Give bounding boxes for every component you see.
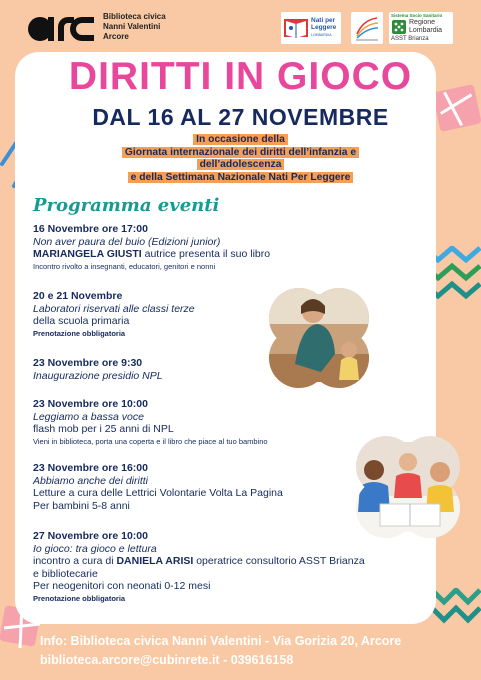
event-item: 23 Novembre ore 16:00 Abbiamo anche dei diritti Letture a cura delle Lettrici Volontarie Volta La Pagina Per bambini 5-8 anni bbox=[33, 462, 283, 512]
reading-logo bbox=[351, 12, 383, 44]
arc-logo bbox=[26, 12, 96, 44]
header bbox=[0, 0, 481, 52]
photo-children-reading bbox=[352, 432, 464, 542]
footer-contact: biblioteca.arcore@cubinrete.it - 039616158 bbox=[40, 653, 294, 667]
program-heading: Programma eventi bbox=[33, 195, 220, 216]
book-lines-icon bbox=[351, 12, 383, 44]
page-title: DIRITTI IN GIOCO bbox=[68, 55, 413, 98]
footer-info bbox=[40, 632, 401, 670]
library-name: Biblioteca civica Nanni Valentini Arcore bbox=[103, 12, 166, 41]
rosa-camuna-icon bbox=[392, 20, 406, 34]
book-icon bbox=[283, 15, 309, 41]
occasion-banner: In occasione della Giornata internazionale dei diritti dell’infanzia e dell’adolescenza e della Settimana Nazionale Nati Per Leggere bbox=[0, 134, 481, 184]
event-item: 20 e 21 Novembre Laboratori riservati alle classi terze della scuola primaria Prenotazione obbligatoria bbox=[33, 290, 195, 338]
regione-lombardia-logo: Sistema Socio Sanitario Regione Lombardia ASST Brianza bbox=[389, 12, 453, 44]
event-item: 23 Novembre ore 9:30 Inaugurazione presidio NPL bbox=[33, 357, 163, 382]
footer-address: Info: Biblioteca civica Nanni Valentini - Via Gorizia 20, Arcore bbox=[40, 634, 402, 648]
event-item: 27 Novembre ore 10:00 Io gioco: tra gioco e lettura incontro a cura di DANIELA ARISI operatrice consultorio ASST Brianza e bibliotecarie Per neogenitori con neonati 0-12 mesi Prenotazione obbligatoria bbox=[33, 530, 365, 603]
event-dates: DAL 16 AL 27 NOVEMBRE bbox=[92, 104, 389, 130]
nati-per-leggere-logo: Nati per Leggere LOMBARDIA bbox=[281, 12, 341, 44]
event-item: 23 Novembre ore 10:00 Leggiamo a bassa voce flash mob per i 25 anni di NPL Vieni in biblioteca, porta una coperta e il libro che piace al tuo bambino bbox=[33, 398, 268, 446]
event-item: 16 Novembre ore 17:00 Non aver paura del buio (Edizioni junior) MARIANGELA GIUSTI autrice presenta il suo libro Incontro rivolto a insegnanti, educatori, genitori e nonni bbox=[33, 223, 271, 271]
photo-teacher-child bbox=[265, 284, 373, 392]
